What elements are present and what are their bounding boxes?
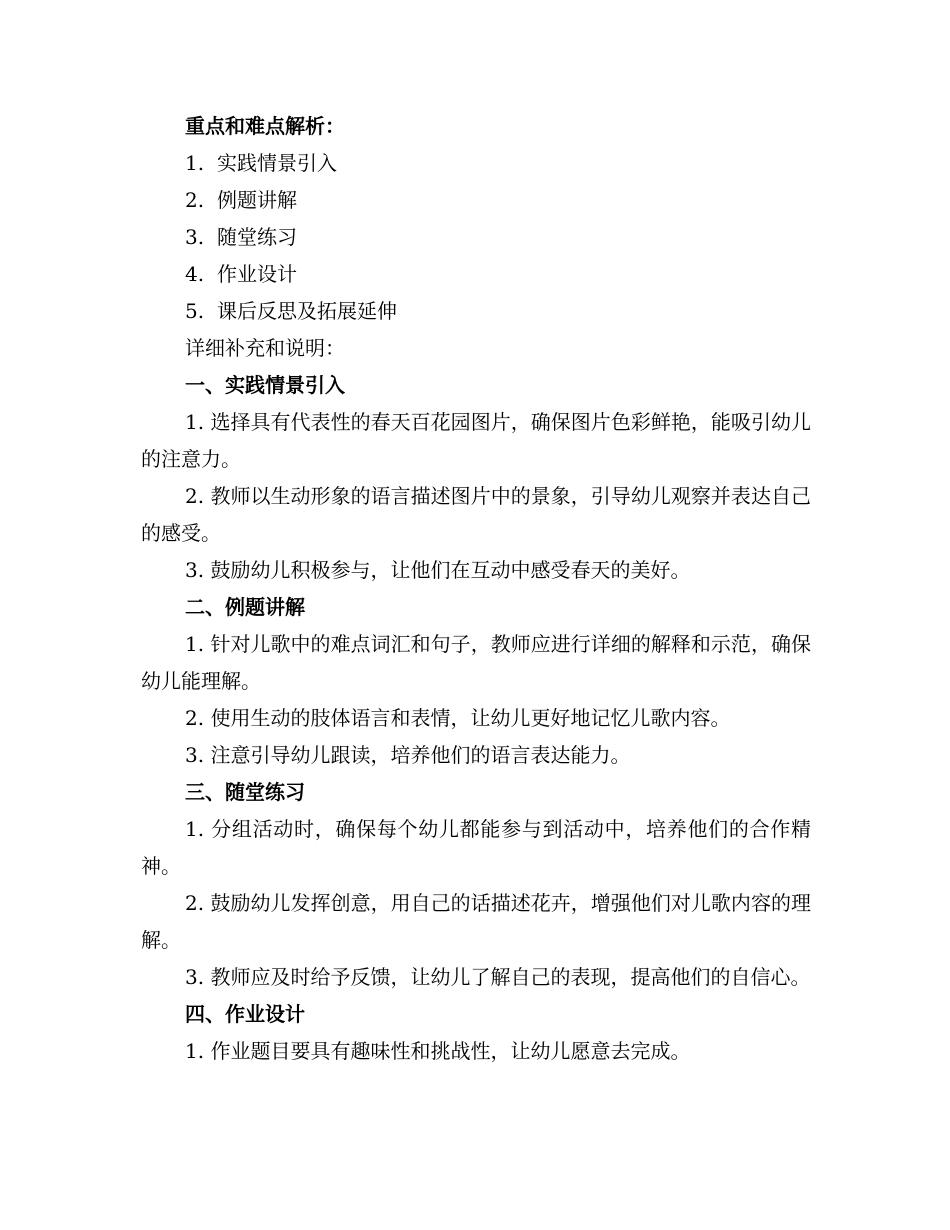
section-title: 二、例题讲解 [185,595,305,619]
document-body [141,108,811,1070]
overview-list [141,145,811,330]
section-item: 1. 分组活动时，确保每个幼儿都能参与到活动中，培养他们的合作精神。 [141,817,811,878]
section-item: 1. 针对儿歌中的难点词汇和句子，教师应进行详细的解释和示范，确保幼儿能理解。 [141,632,811,693]
details-intro: 详细补充和说明： [185,336,345,360]
section-title: 一、实践情景引入 [185,373,345,397]
section-item: 2. 教师以生动形象的语言描述图片中的景象，引导幼儿观察并表达自己的感受。 [141,484,811,545]
overview-item-number: 2. [185,188,205,212]
overview-item-text: 课后反思及拓展延伸 [217,299,397,323]
section-item: 3. 注意引导幼儿跟读，培养他们的语言表达能力。 [185,743,631,767]
section-item: 3. 教师应及时给予反馈，让幼儿了解自己的表现，提高他们的自信心。 [185,965,811,989]
section-item: 2. 鼓励幼儿发挥创意，用自己的话描述花卉，增强他们对儿歌内容的理解。 [141,891,811,952]
section-item: 3. 鼓励幼儿积极参与，让他们在互动中感受春天的美好。 [185,558,691,582]
section-item: 2. 使用生动的肢体语言和表情，让幼儿更好地记忆儿歌内容。 [185,706,731,730]
overview-item-number: 4. [185,262,205,286]
overview-item-number: 1. [185,151,205,175]
overview-item [141,145,811,182]
overview-item-text: 例题讲解 [217,188,297,212]
overview-item [141,182,811,219]
section-item: 1. 作业题目要具有趣味性和挑战性，让幼儿愿意去完成。 [185,1039,691,1063]
overview-item [141,256,811,293]
section-example-explanation [141,589,811,774]
overview-item-text: 随堂练习 [217,225,297,249]
section-practice-intro [141,367,811,589]
overview-item-number: 5. [185,299,205,323]
section-class-practice [141,774,811,996]
overview-item [141,293,811,330]
overview-item-number: 3. [185,225,205,249]
overview-item [141,219,811,256]
section-title: 四、作业设计 [185,1002,305,1026]
overview-item-text: 作业设计 [217,262,297,286]
section-homework-design [141,996,811,1070]
key-points-heading: 重点和难点解析： [185,114,345,138]
section-item: 1. 选择具有代表性的春天百花园图片，确保图片色彩鲜艳，能吸引幼儿的注意力。 [141,410,811,471]
section-title: 三、随堂练习 [185,780,305,804]
overview-item-text: 实践情景引入 [217,151,337,175]
